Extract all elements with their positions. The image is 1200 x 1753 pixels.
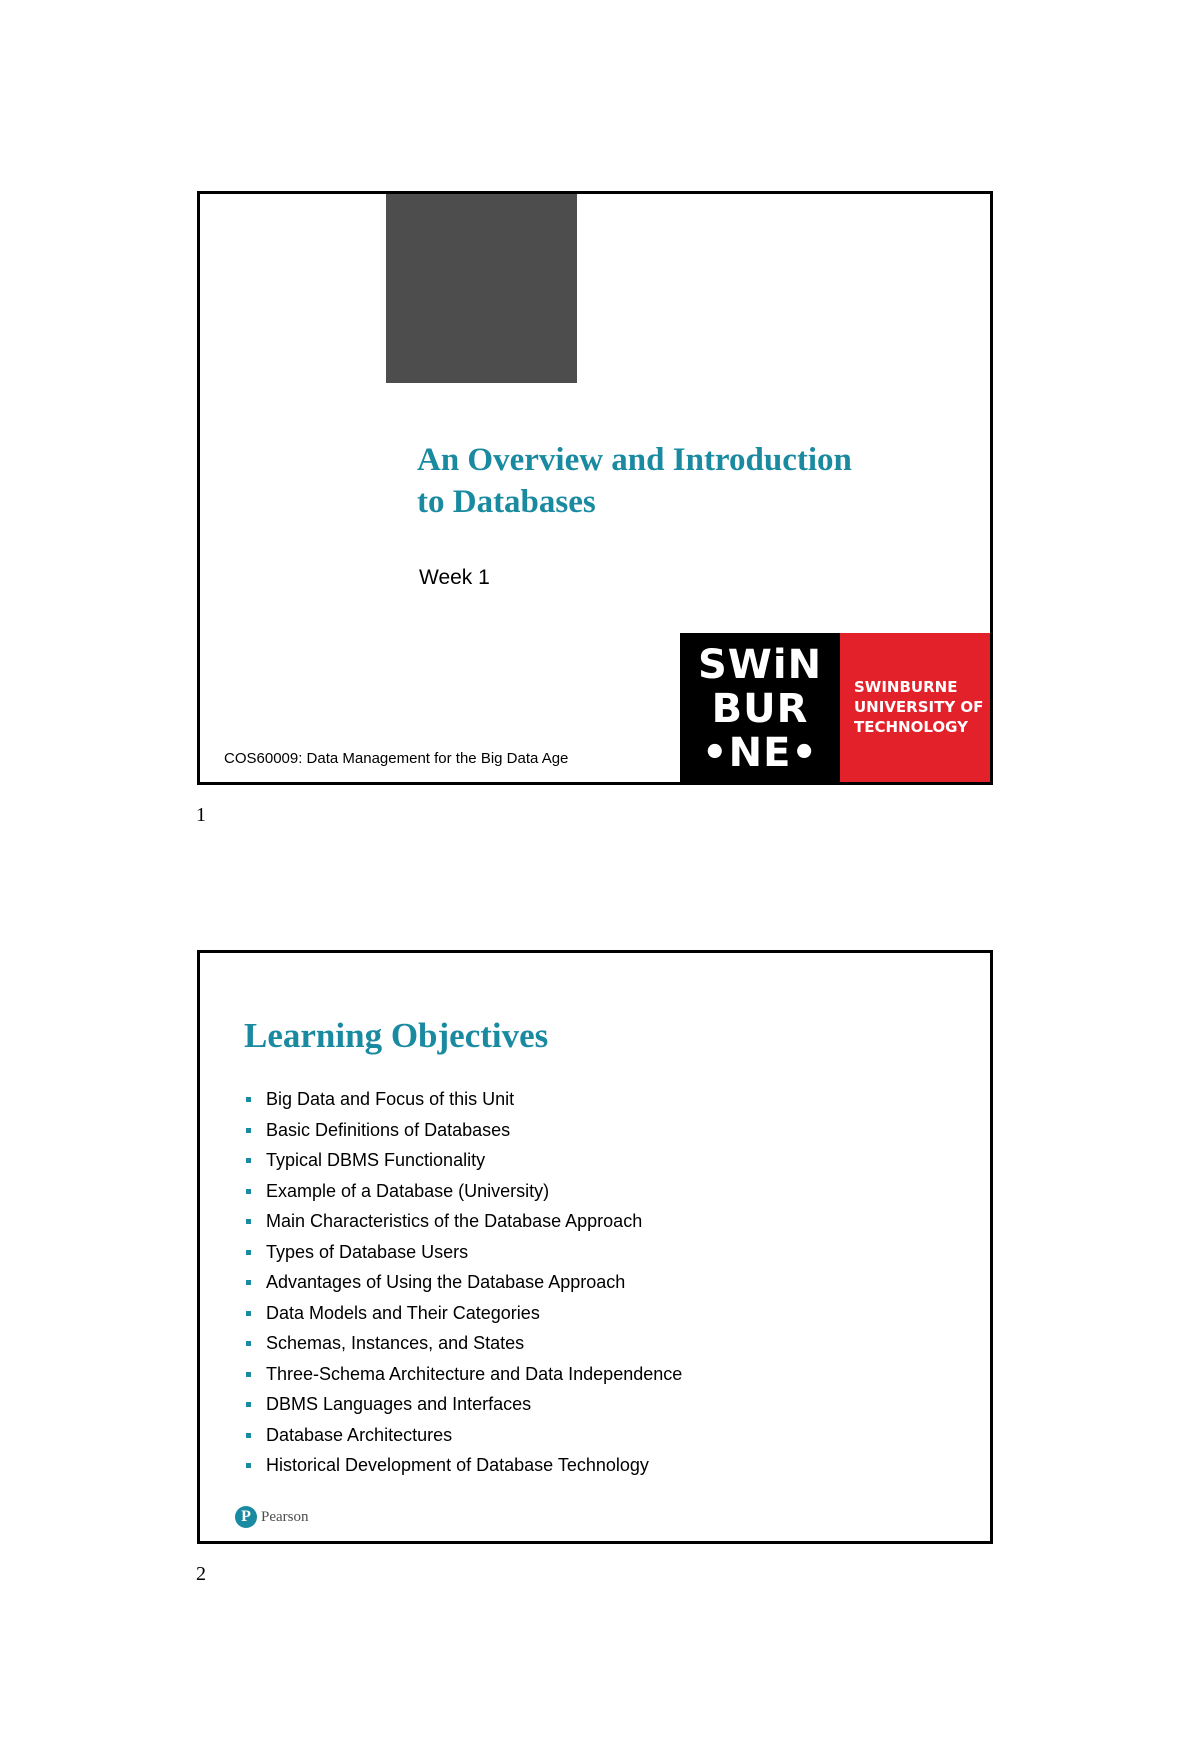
- slide-heading: Learning Objectives: [244, 1016, 549, 1055]
- objective-item: [244, 1359, 682, 1390]
- objective-text: Basic Definitions of Databases: [266, 1119, 511, 1140]
- pearson-p-icon: P: [235, 1506, 257, 1528]
- pearson-wordmark: Pearson: [261, 1508, 309, 1525]
- page-number: 1: [196, 804, 206, 826]
- objective-item: [244, 1450, 682, 1481]
- logo-mark-line: SWiN: [697, 642, 823, 688]
- logo-name-line: UNIVERSITY OF: [854, 698, 984, 716]
- swinburne-logo-name: [840, 633, 990, 785]
- objectives-list: [244, 1084, 682, 1481]
- objective-item: [244, 1145, 682, 1176]
- logo-name-line: SWINBURNE: [854, 678, 958, 696]
- slide-title: [197, 191, 993, 785]
- objective-text: Database Architectures: [266, 1424, 453, 1445]
- decorative-dark-block: [386, 194, 577, 383]
- bullet-square-icon: [246, 1128, 251, 1133]
- objective-item: [244, 1420, 682, 1451]
- objective-text: Historical Development of Database Technology: [266, 1455, 649, 1475]
- slide-subtitle: Week 1: [419, 566, 490, 589]
- objective-item: [244, 1176, 682, 1207]
- objective-text: Typical DBMS Functionality: [266, 1150, 486, 1170]
- objective-text: Example of a Database (University): [266, 1180, 550, 1201]
- logo-mark-line: •NE•: [702, 730, 818, 776]
- bullet-square-icon: [246, 1219, 251, 1224]
- objective-item: [244, 1115, 682, 1146]
- slide-title-text: [417, 439, 977, 523]
- objective-text: Data Models and Their Categories: [266, 1302, 540, 1323]
- logo-name-line: TECHNOLOGY: [854, 718, 968, 736]
- objective-item: [244, 1389, 682, 1420]
- page-number: 2: [196, 1563, 206, 1585]
- bullet-square-icon: [246, 1097, 251, 1102]
- bullet-square-icon: [246, 1311, 251, 1316]
- objective-item: [244, 1298, 682, 1329]
- objective-item: [244, 1084, 682, 1115]
- objective-text: Types of Database Users: [266, 1241, 469, 1262]
- objective-text: Schemas, Instances, and States: [266, 1333, 525, 1353]
- bullet-square-icon: [246, 1158, 251, 1163]
- course-footer: COS60009: Data Management for the Big Data Age: [224, 750, 569, 767]
- objective-text: Big Data and Focus of this Unit: [266, 1089, 515, 1109]
- title-line-1: An Overview and Introduction: [417, 442, 852, 478]
- objective-item: [244, 1267, 682, 1298]
- bullet-square-icon: [246, 1433, 251, 1438]
- objective-text: DBMS Languages and Interfaces: [266, 1394, 532, 1414]
- pearson-logo: [235, 1506, 309, 1528]
- bullet-square-icon: [246, 1463, 251, 1468]
- title-line-2: to Databases: [417, 484, 596, 520]
- objective-text: Main Characteristics of the Database Approach: [266, 1211, 643, 1231]
- objective-text: Advantages of Using the Database Approach: [266, 1272, 626, 1292]
- bullet-square-icon: [246, 1250, 251, 1255]
- objective-item: [244, 1237, 682, 1268]
- swinburne-logo-mark: [680, 633, 840, 785]
- logo-mark-line: BUR: [711, 686, 809, 732]
- bullet-square-icon: [246, 1280, 251, 1285]
- objective-item: [244, 1328, 682, 1359]
- bullet-square-icon: [246, 1372, 251, 1377]
- slide-learning-objectives: [197, 950, 993, 1544]
- objective-item: [244, 1206, 682, 1237]
- objective-text: Three-Schema Architecture and Data Independence: [266, 1363, 683, 1384]
- bullet-square-icon: [246, 1341, 251, 1346]
- bullet-square-icon: [246, 1189, 251, 1194]
- bullet-square-icon: [246, 1402, 251, 1407]
